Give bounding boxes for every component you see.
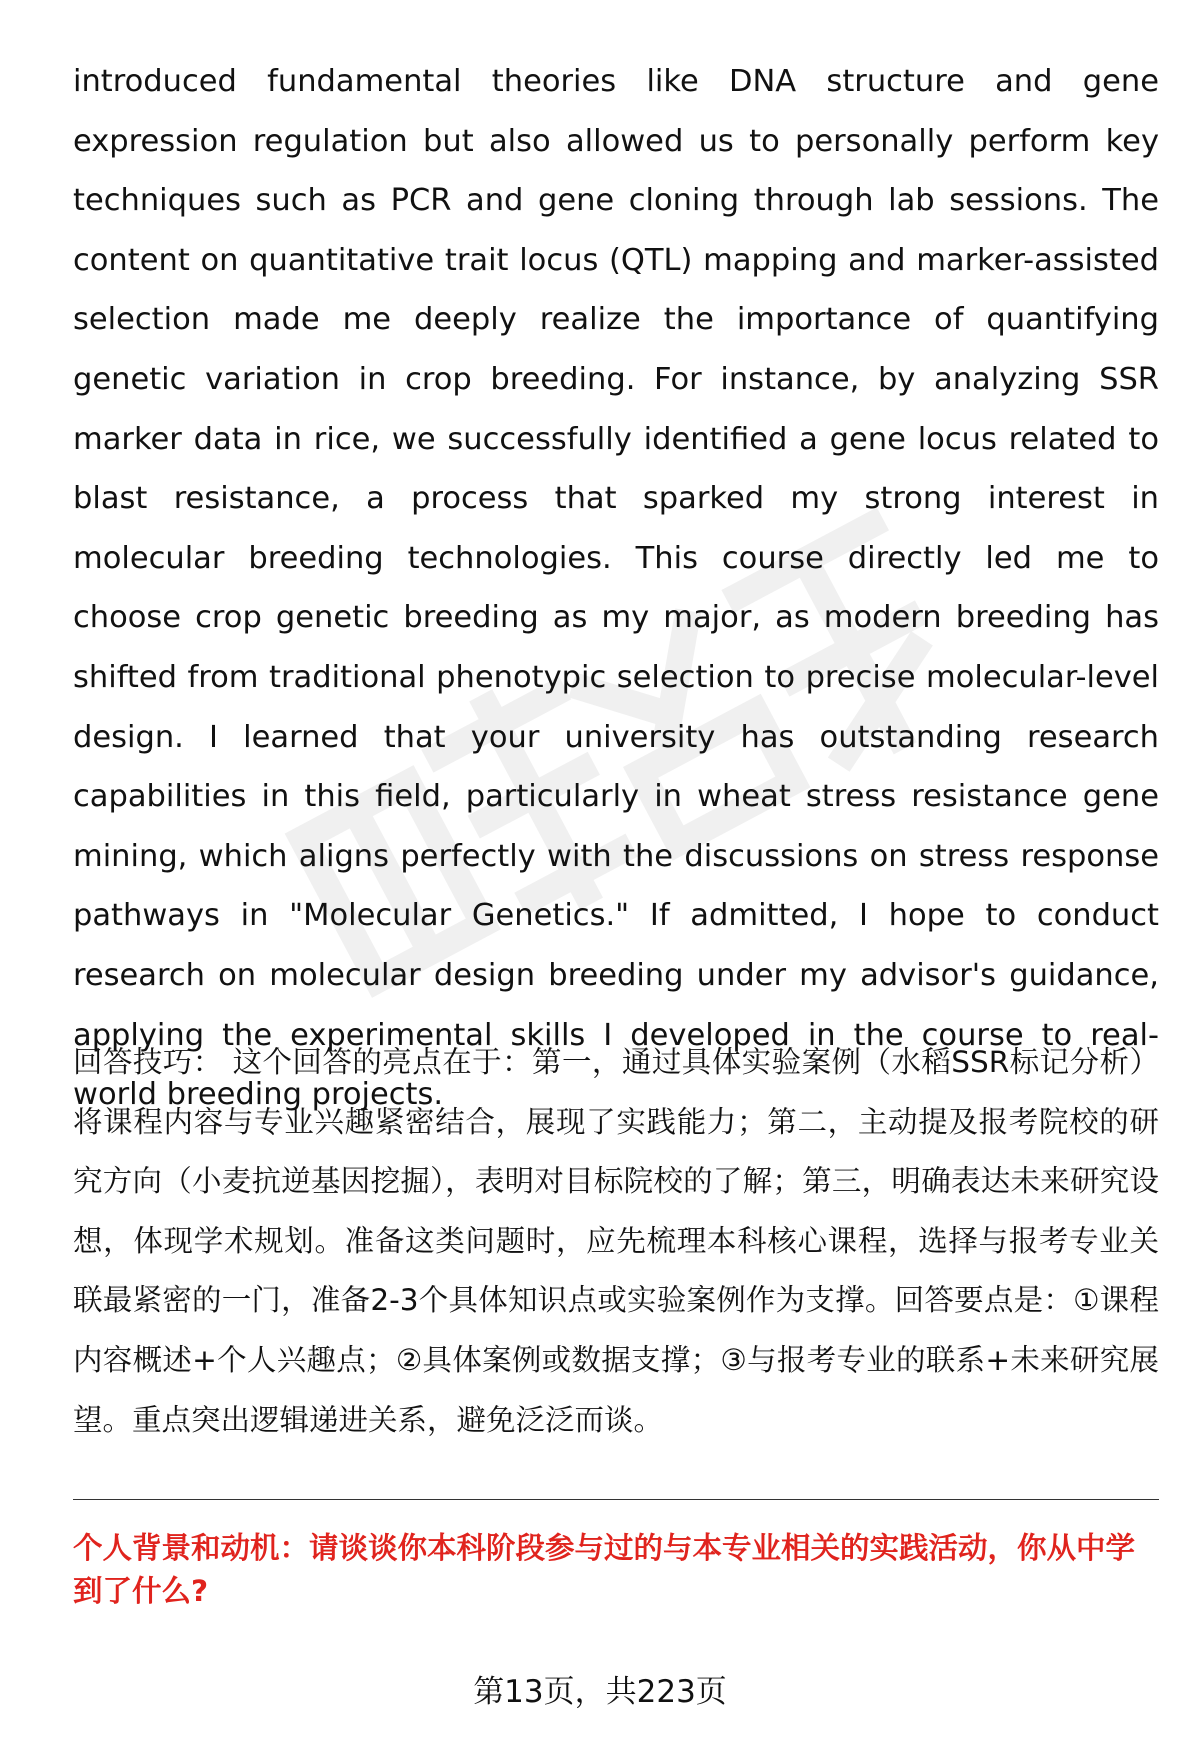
next-question-heading: 个人背景和动机：请谈谈你本科阶段参与过的与本专业相关的实践活动，你从中学到了什么? xyxy=(73,1531,1136,1608)
answer-tips-paragraph: 回答技巧： 这个回答的亮点在于：第一，通过具体实验案例（水稻SSR标记分析）将课程内容与专业兴趣紧密结合，展现了实践能力；第二，主动提及报考院校的研究方向（小麦抗逆基因挖掘），表明对目标院校的了解；第三，明确表达未来研究设想，体现学术规划。准备这类问题时，应先梳理本科核心课程，选择与报考专业关联最紧密的一门，准备2-3个具体知识点或实验案例作为支撑。回答要点是：①课程内容概述+个人兴趣点；②具体案例或数据支撑；③与报考专业的联系+未来研究展望。重点突出逻辑递进关系，避免泛泛而谈。 xyxy=(73,1045,1159,1437)
page-number-footer: 第13页，共223页 xyxy=(473,1674,727,1710)
answer-paragraph: introduced fundamental theories like DNA structure and gene expression regulation but also allowed us to personally perform key techniques such as PCR and gene cloning through lab sessions. The content on quantitative trait locus (QTL) mapping and marker-assisted selection made me deeply realize the importance of quantifying genetic variation in crop breeding. For instance, by analyzing SSR marker data in rice, we successfully identified a gene locus related to blast resistance, a process that sparked my strong interest in molecular breeding technologies. This course directly led me to choose crop genetic breeding as my major, as modern breeding has shifted from traditional phenotypic selection to precise molecular-level design. I learned that your university has outstanding research capabilities in this field, particularly in wheat stress resistance gene mining, which aligns perfectly with the discussions on stress response pathways in "Molecular Genetics." If admitted, I hope to conduct research on molecular design breeding under my advisor's guidance, applying the experimental skills I developed in the course to real-world breeding projects. xyxy=(73,64,1159,1113)
section-divider xyxy=(73,1499,1159,1500)
